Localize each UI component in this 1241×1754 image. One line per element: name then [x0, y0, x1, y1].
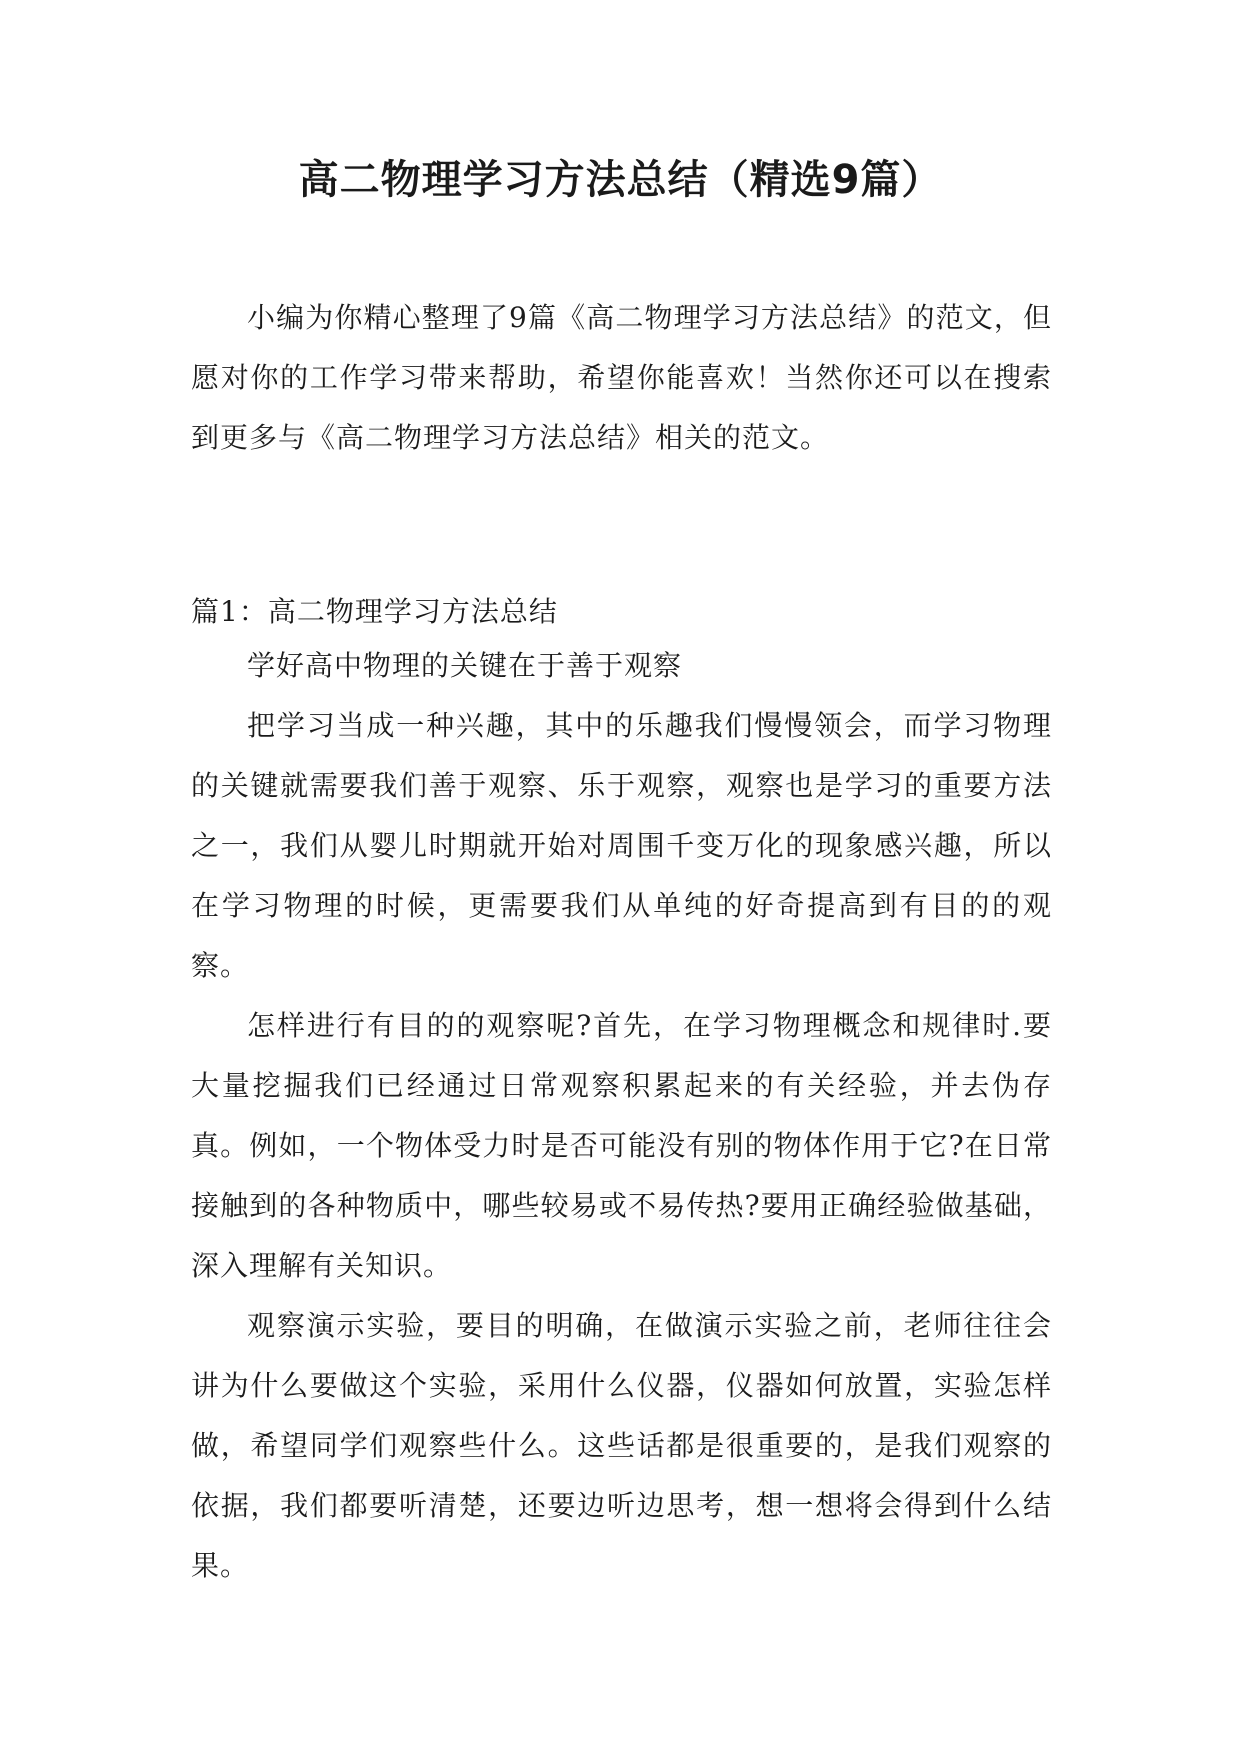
paragraph-subtitle: 学好高中物理的关键在于善于观察: [247, 649, 683, 682]
intro-paragraph: 小编为你精心整理了9篇《高二物理学习方法总结》的范文，但愿对你的工作学习带来帮助，希望你能喜欢！当然你还可以在搜索到更多与《高二物理学习方法总结》相关的范文。: [191, 301, 1052, 454]
paragraph: 把学习当成一种兴趣，其中的乐趣我们慢慢领会，而学习物理的关键就需要我们善于观察、乐于观察，观察也是学习的重要方法之一，我们从婴儿时期就开始对周围千变万化的现象感兴趣，所以在学习物理的时候，更需要我们从单纯的好奇提高到有目的的观察。: [191, 709, 1052, 982]
paragraph: 观察演示实验，要目的明确，在做演示实验之前，老师往往会讲为什么要做这个实验，采用什么仪器，仪器如何放置，实验怎样做，希望同学们观察些什么。这些话都是很重要的，是我们观察的依据，我们都要听清楚，还要边听边思考，想一想将会得到什么结果。: [191, 1309, 1052, 1582]
intro-block: [191, 288, 1052, 468]
document-title: 高二物理学习方法总结（精选9篇）: [298, 157, 943, 203]
section-heading: 篇1：高二物理学习方法总结: [191, 595, 558, 628]
section-body: [191, 636, 1052, 1596]
paragraph: 怎样进行有目的的观察呢?首先，在学习物理概念和规律时.要大量挖掘我们已经通过日常观察积累起来的有关经验，并去伪存真。例如，一个物体受力时是否可能没有别的物体作用于它?在日常接触到的各种物质中，哪些较易或不易传热?要用正确经验做基础，深入理解有关知识。: [191, 1009, 1052, 1282]
